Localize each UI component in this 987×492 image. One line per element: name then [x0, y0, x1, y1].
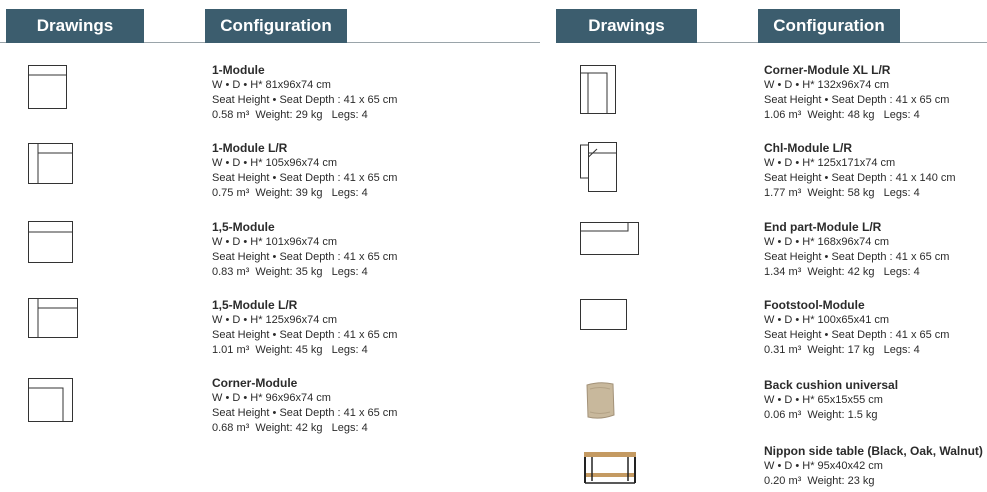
item-meta: 0.68 m³ Weight: 42 kg Legs: 4 [212, 422, 368, 434]
corner-module-xl-drawing [580, 65, 617, 115]
item-name: 1-Module L/R [212, 141, 288, 155]
one-half-module-drawing [28, 221, 74, 264]
item-dims: W • D • H* 65x15x55 cm [764, 394, 883, 406]
tab-drawings-right: Drawings [556, 9, 697, 43]
right-item-1 [764, 63, 949, 123]
item-name: 1,5-Module L/R [212, 298, 298, 312]
item-meta: 0.31 m³ Weight: 17 kg Legs: 4 [764, 344, 920, 356]
footstool-module-drawing [580, 299, 628, 331]
item-dims: W • D • H* 168x96x74 cm [764, 236, 890, 248]
one-module-lr-drawing [28, 143, 74, 185]
one-half-module-lr-drawing [28, 298, 79, 339]
item-seat: Seat Height • Seat Depth : 41 x 65 cm [764, 94, 950, 106]
item-name: Corner-Module [212, 376, 298, 390]
tab-configuration-right: Configuration [758, 9, 900, 43]
item-seat: Seat Height • Seat Depth : 41 x 65 cm [212, 251, 398, 263]
item-dims: W • D • H* 125x171x74 cm [764, 157, 896, 169]
right-item-6 [764, 444, 983, 489]
left-item-1 [212, 63, 397, 123]
item-name: Footstool-Module [764, 298, 865, 312]
item-dims: W • D • H* 101x96x74 cm [212, 236, 338, 248]
item-seat: Seat Height • Seat Depth : 41 x 65 cm [764, 251, 950, 263]
item-dims: W • D • H* 132x96x74 cm [764, 79, 890, 91]
item-dims: W • D • H* 100x65x41 cm [764, 314, 890, 326]
item-dims: W • D • H* 81x96x74 cm [212, 79, 331, 91]
item-meta: 0.20 m³ Weight: 23 kg [764, 475, 875, 487]
item-meta: 0.58 m³ Weight: 29 kg Legs: 4 [212, 109, 368, 121]
item-seat: Seat Height • Seat Depth : 41 x 65 cm [212, 172, 398, 184]
corner-module-drawing [28, 378, 74, 423]
right-item-5 [764, 378, 898, 423]
item-dims: W • D • H* 96x96x74 cm [212, 392, 331, 404]
item-meta: 1.01 m³ Weight: 45 kg Legs: 4 [212, 344, 368, 356]
item-name: Nippon side table (Black, Oak, Walnut) [764, 444, 983, 458]
item-dims: W • D • H* 95x40x42 cm [764, 460, 883, 472]
item-meta: 0.83 m³ Weight: 35 kg Legs: 4 [212, 266, 368, 278]
left-item-2 [212, 141, 397, 201]
one-module-drawing [28, 65, 68, 110]
item-seat: Seat Height • Seat Depth : 41 x 65 cm [212, 94, 398, 106]
item-meta: 1.77 m³ Weight: 58 kg Legs: 4 [764, 187, 920, 199]
right-item-4 [764, 298, 949, 358]
side-table-image [582, 451, 638, 485]
item-dims: W • D • H* 125x96x74 cm [212, 314, 338, 326]
item-name: Back cushion universal [764, 378, 899, 392]
item-dims: W • D • H* 105x96x74 cm [212, 157, 338, 169]
item-meta: 1.34 m³ Weight: 42 kg Legs: 4 [764, 266, 920, 278]
item-name: End part-Module L/R [764, 220, 882, 234]
item-name: Corner-Module XL L/R [764, 63, 891, 77]
left-item-4 [212, 298, 397, 358]
end-part-module-drawing [580, 222, 640, 256]
item-seat: Seat Height • Seat Depth : 41 x 65 cm [764, 329, 950, 341]
left-item-3 [212, 220, 397, 280]
tab-drawings-left: Drawings [6, 9, 144, 43]
item-meta: 0.75 m³ Weight: 39 kg Legs: 4 [212, 187, 368, 199]
item-name: 1-Module [212, 63, 265, 77]
right-item-3 [764, 220, 949, 280]
back-cushion-image [584, 381, 616, 421]
item-meta: 1.06 m³ Weight: 48 kg Legs: 4 [764, 109, 920, 121]
item-meta: 0.06 m³ Weight: 1.5 kg [764, 409, 878, 421]
item-seat: Seat Height • Seat Depth : 41 x 65 cm [212, 329, 398, 341]
tab-configuration-left: Configuration [205, 9, 347, 43]
item-seat: Seat Height • Seat Depth : 41 x 65 cm [212, 407, 398, 419]
item-seat: Seat Height • Seat Depth : 41 x 140 cm [764, 172, 956, 184]
left-item-5 [212, 376, 397, 436]
item-name: 1,5-Module [212, 220, 275, 234]
chl-module-drawing [580, 142, 618, 193]
item-name: Chl-Module L/R [764, 141, 852, 155]
right-item-2 [764, 141, 956, 201]
